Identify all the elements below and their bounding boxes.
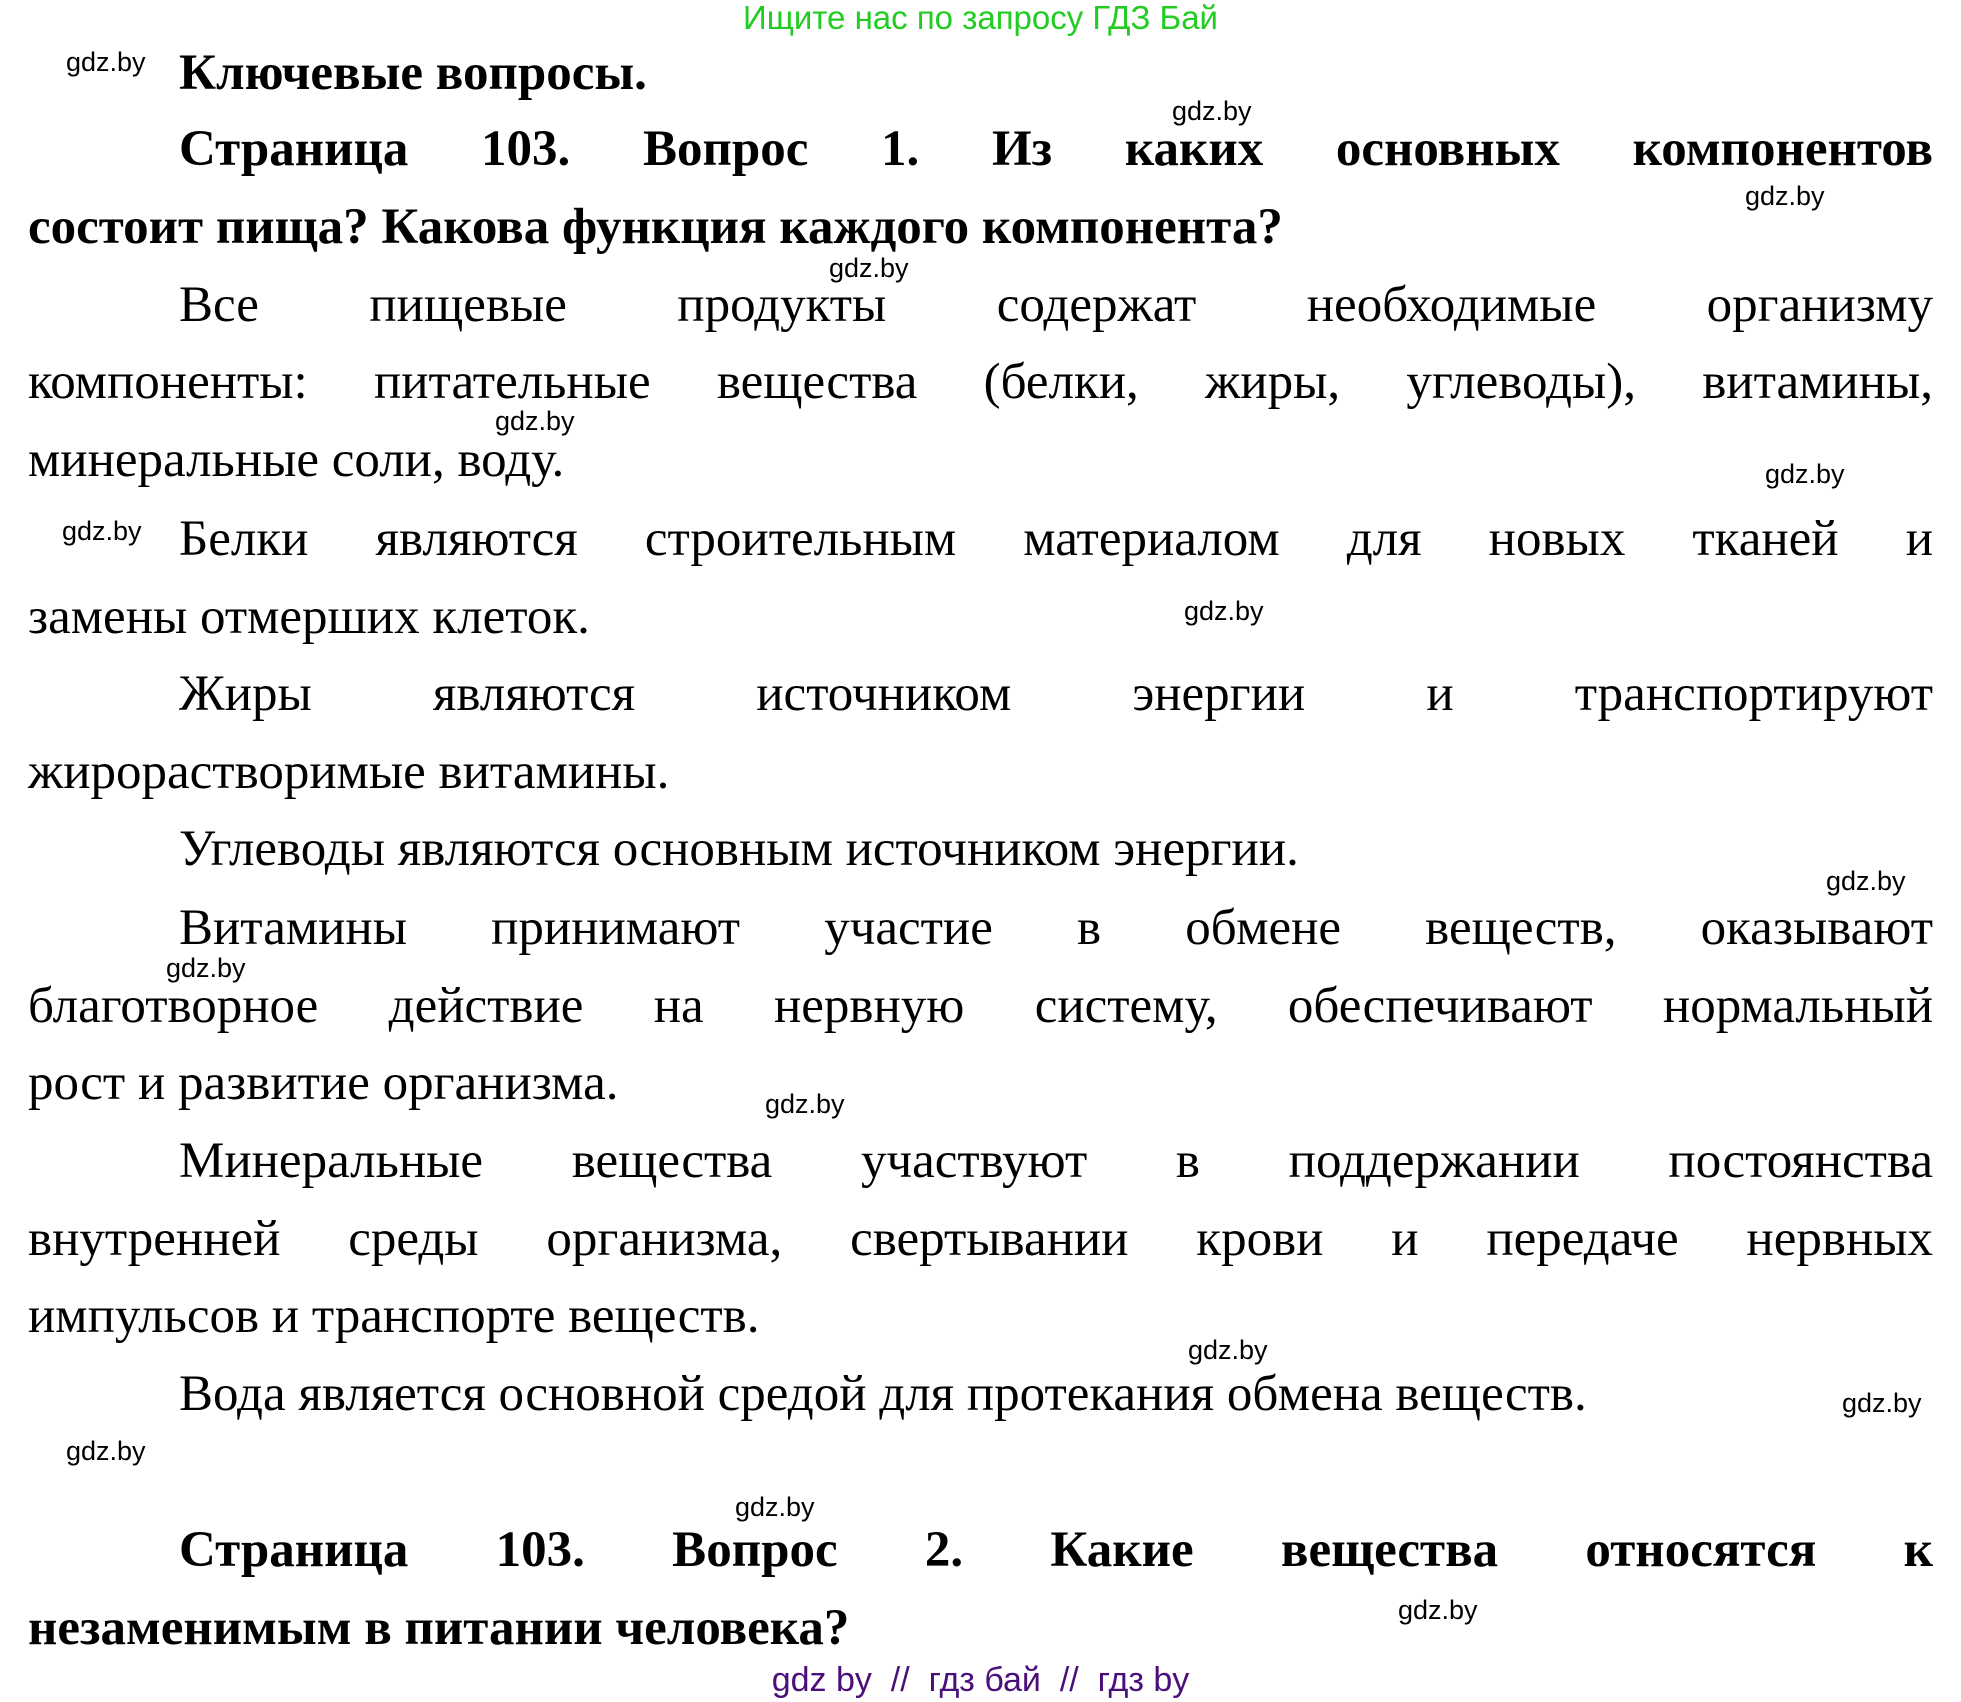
watermark: gdz.by: [66, 47, 146, 77]
watermark: gdz.by: [1398, 1595, 1478, 1625]
question-2-line-2: незаменимым в питании человека?: [28, 1600, 850, 1656]
answer-p2-line-1: Белки являются строительным материалом для новых тканей и: [179, 511, 1933, 567]
answer-p3-line-2: жирорастворимые витамины.: [28, 744, 670, 800]
watermark: gdz.by: [495, 406, 575, 436]
promo-banner: Ищите нас по запросу ГДЗ Бай: [743, 0, 1218, 36]
section-title: Ключевые вопросы.: [179, 45, 647, 101]
watermark: gdz.by: [1188, 1335, 1268, 1365]
watermark: gdz.by: [66, 1436, 146, 1466]
answer-p1-line-1: Все пищевые продукты содержат необходимые организму: [179, 277, 1933, 333]
watermark: gdz.by: [166, 953, 246, 983]
watermark: gdz.by: [1172, 96, 1252, 126]
answer-p5-line-2: благотворное действие на нервную систему, обеспечивают нормальный: [28, 978, 1933, 1034]
watermark: gdz.by: [62, 516, 142, 546]
answer-p3-line-1: Жиры являются источником энергии и транспортируют: [179, 666, 1933, 722]
watermark: gdz.by: [829, 253, 909, 283]
answer-p1-line-3: минеральные соли, воду.: [28, 432, 565, 488]
answer-p6-line-2: внутренней среды организма, свертывании крови и передаче нервных: [28, 1211, 1933, 1267]
answer-p4-line-1: Углеводы являются основным источником энергии.: [179, 821, 1299, 877]
watermark: gdz.by: [735, 1492, 815, 1522]
footer-links: gdz by // гдз бай // гдз by: [771, 1661, 1190, 1699]
answer-p2-line-2: замены отмерших клеток.: [28, 589, 590, 645]
question-2-line-1: Страница 103. Вопрос 2. Какие вещества относятся к: [179, 1522, 1933, 1578]
answer-p5-line-3: рост и развитие организма.: [28, 1055, 619, 1111]
answer-p7-line-1: Вода является основной средой для протекания обмена веществ.: [179, 1366, 1587, 1422]
watermark: gdz.by: [1842, 1388, 1922, 1418]
answer-p6-line-1: Минеральные вещества участвуют в поддержании постоянства: [179, 1133, 1933, 1189]
watermark: gdz.by: [1745, 181, 1825, 211]
question-1-line-2: состоит пища? Какова функция каждого компонента?: [28, 199, 1283, 255]
question-1-line-1: Страница 103. Вопрос 1. Из каких основных компонентов: [179, 121, 1933, 177]
answer-p5-line-1: Витамины принимают участие в обмене веществ, оказывают: [179, 900, 1933, 956]
watermark: gdz.by: [1184, 596, 1264, 626]
watermark: gdz.by: [1765, 459, 1845, 489]
answer-p1-line-2: компоненты: питательные вещества (белки, жиры, углеводы), витамины,: [28, 354, 1933, 410]
answer-p6-line-3: импульсов и транспорте веществ.: [28, 1288, 760, 1344]
watermark: gdz.by: [1826, 866, 1906, 896]
watermark: gdz.by: [765, 1089, 845, 1119]
